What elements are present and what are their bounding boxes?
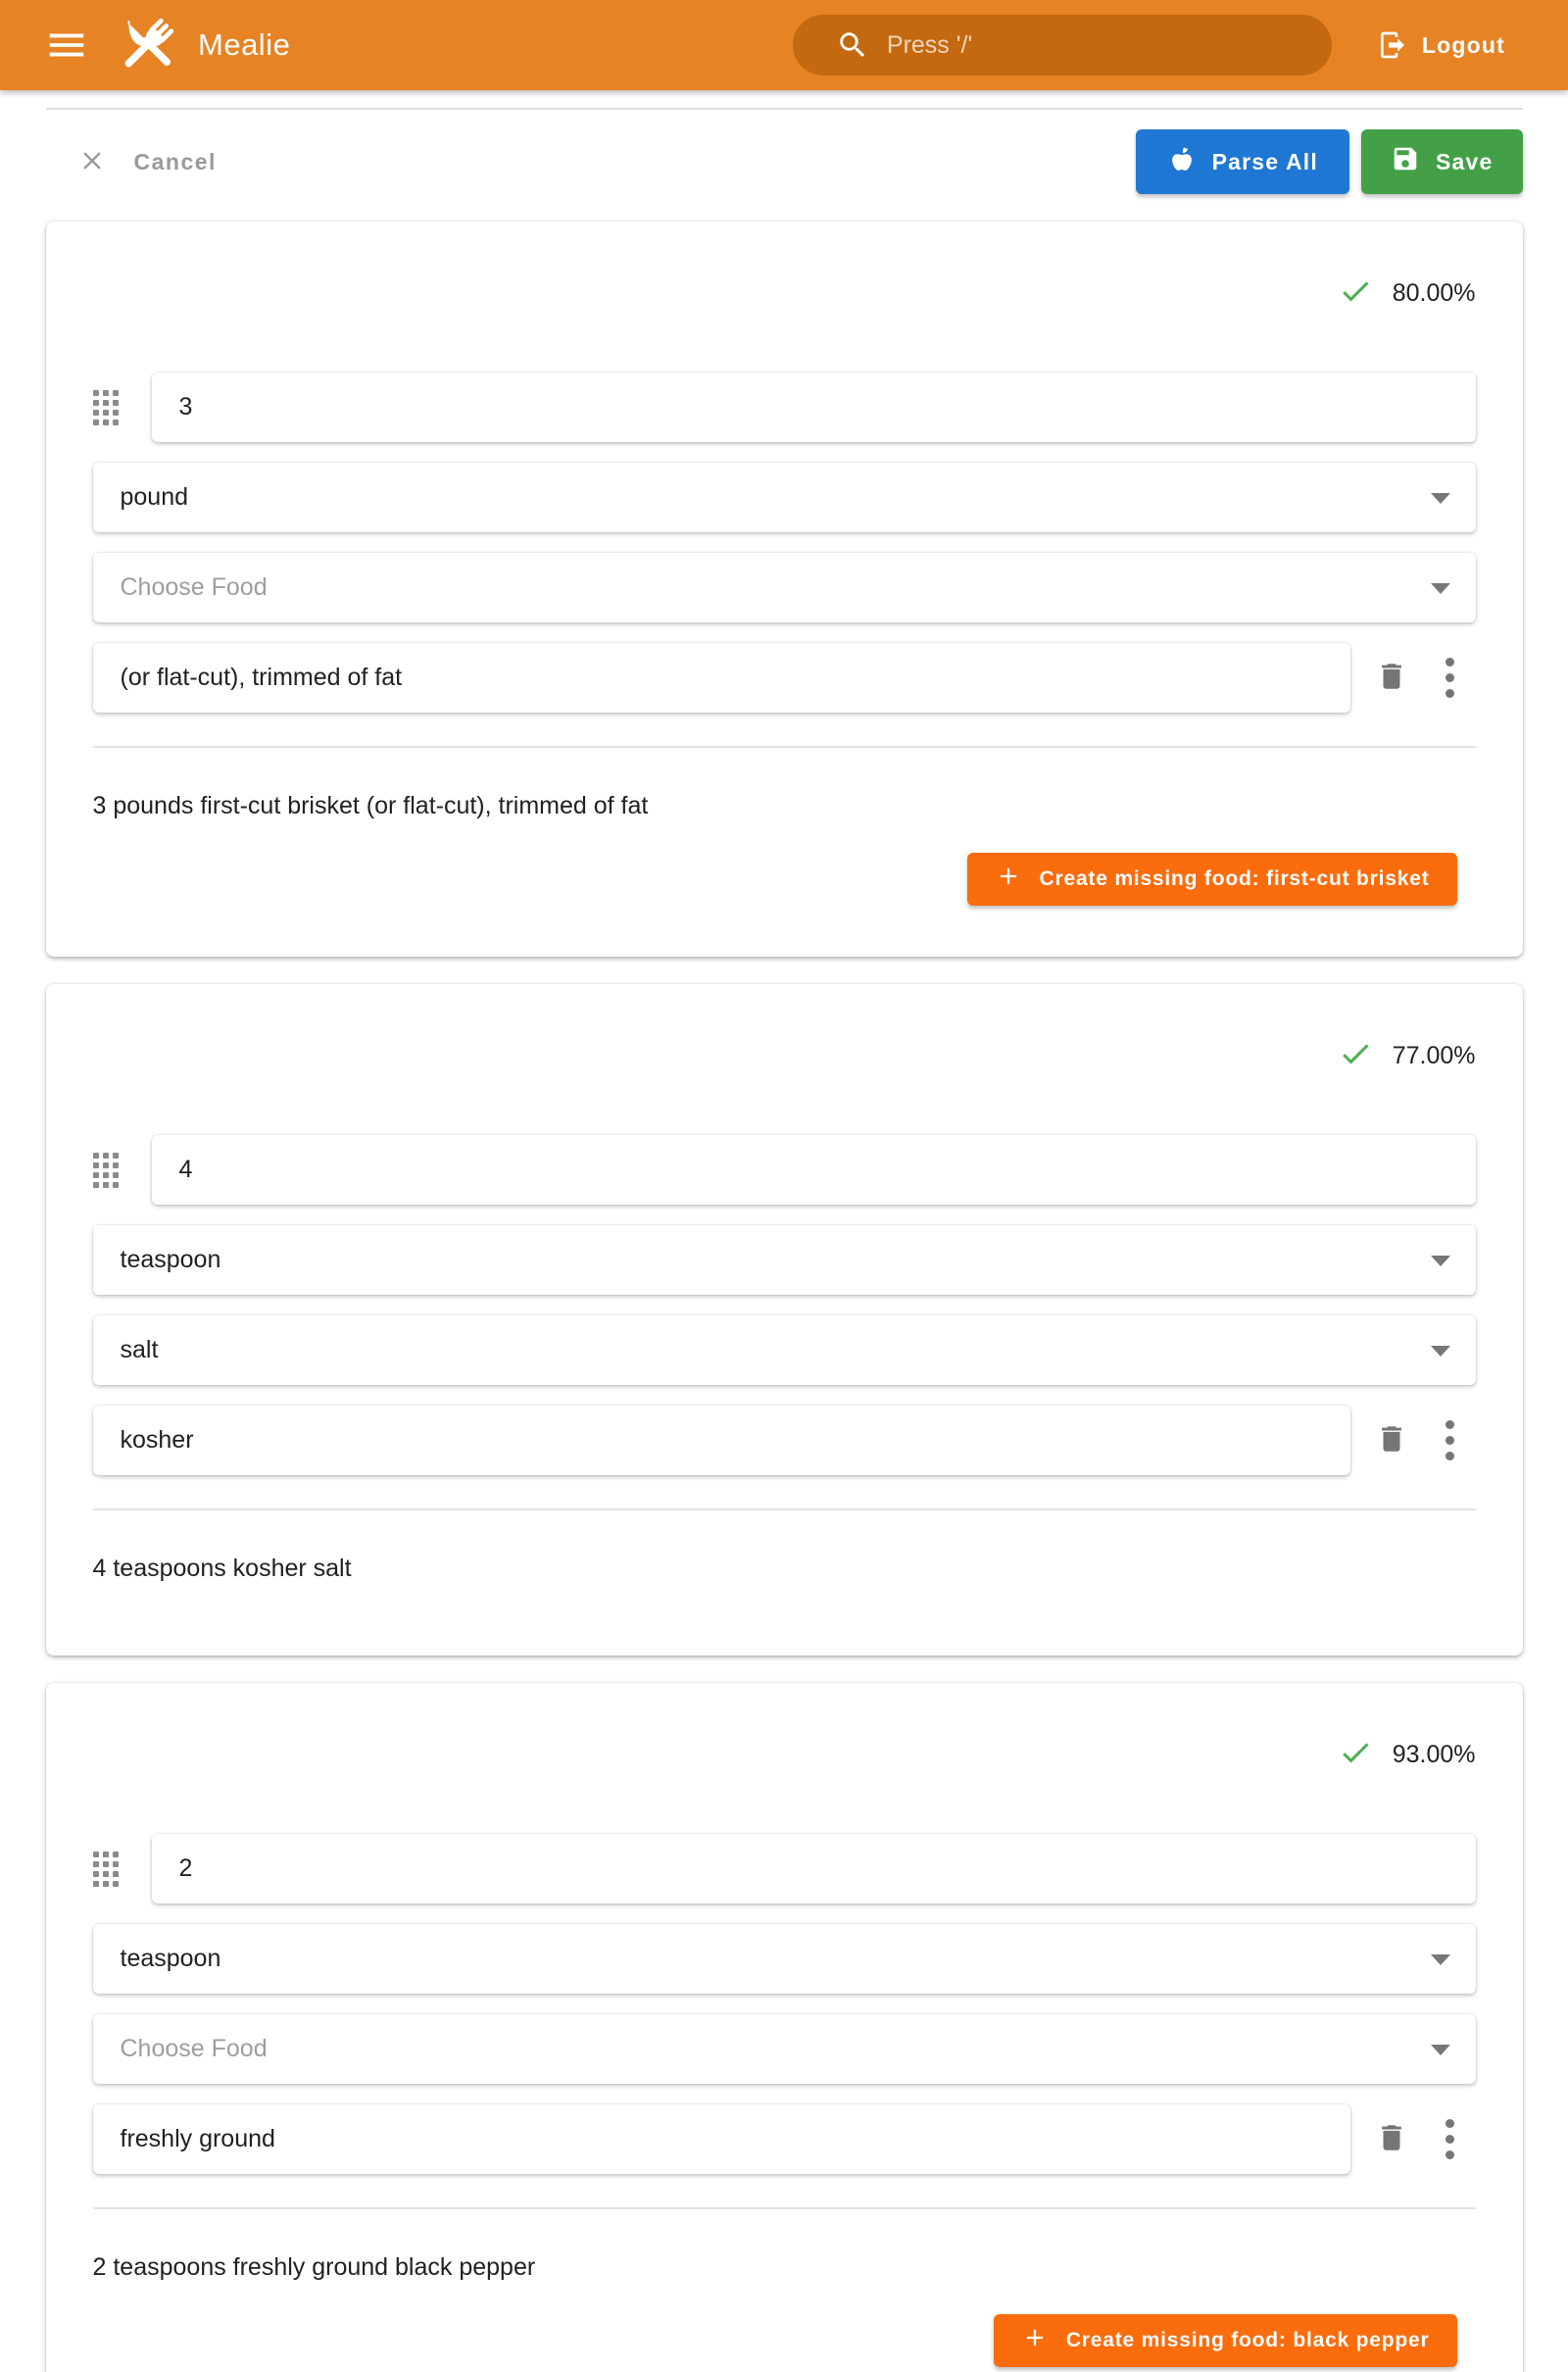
quantity-row — [93, 372, 1476, 442]
drag-handle-icon[interactable] — [93, 1852, 119, 1887]
chevron-down-icon — [1431, 2045, 1450, 2055]
unit-select[interactable] — [93, 463, 1476, 532]
drag-zone — [93, 1153, 152, 1188]
confidence-value: 77.00% — [1392, 1041, 1476, 1069]
more-options-button[interactable] — [1425, 1415, 1476, 1466]
food-row — [93, 553, 1476, 622]
more-options-button[interactable] — [1425, 2114, 1476, 2165]
ingredient-parser-page — [46, 108, 1523, 2372]
create-missing-food-button[interactable] — [994, 2314, 1457, 2367]
chevron-down-icon — [1431, 1346, 1450, 1357]
field-rows — [93, 372, 1476, 713]
card-divider — [93, 746, 1476, 748]
confidence-row — [93, 1039, 1476, 1072]
app-bar — [0, 0, 1568, 90]
more-options-button[interactable] — [1425, 653, 1476, 704]
kebab-menu-icon — [1446, 655, 1454, 702]
quantity-input[interactable] — [152, 372, 1476, 442]
drag-handle-icon[interactable] — [93, 1153, 119, 1188]
card-divider — [93, 1508, 1476, 1510]
food-row — [93, 1315, 1476, 1385]
food-placeholder: Choose Food — [120, 573, 268, 601]
apple-icon — [1167, 144, 1197, 179]
save-button[interactable] — [1361, 129, 1523, 194]
delete-button[interactable] — [1366, 2114, 1417, 2165]
hamburger-menu-button[interactable] — [43, 22, 90, 69]
notes-input[interactable] — [93, 643, 1350, 713]
chevron-down-icon — [1431, 1954, 1450, 1965]
parse-all-label: Parse All — [1211, 148, 1318, 174]
confidence-value: 93.00% — [1392, 1740, 1476, 1768]
check-icon — [1338, 1036, 1373, 1076]
create-missing-food-label: Create missing food: black pepper — [1065, 2329, 1430, 2351]
unit-row — [93, 1924, 1476, 1994]
app-title: Mealie — [198, 27, 291, 62]
quantity-row — [93, 1135, 1476, 1205]
kebab-menu-icon — [1446, 2116, 1454, 2163]
notes-row — [93, 643, 1476, 713]
food-select[interactable] — [93, 2014, 1476, 2084]
unit-value: teaspoon — [120, 1945, 221, 1972]
plus-icon — [1021, 2324, 1049, 2357]
original-ingredient-text: 4 teaspoons kosher salt — [92, 1555, 352, 1582]
trash-icon — [1375, 1422, 1408, 1458]
notes-input[interactable] — [93, 1406, 1350, 1475]
quantity-input[interactable] — [152, 1834, 1476, 1903]
confidence-value: 80.00% — [1392, 278, 1476, 307]
ingredient-card — [46, 222, 1523, 957]
save-icon — [1391, 144, 1420, 179]
food-row — [93, 2014, 1476, 2084]
confidence-row — [93, 1738, 1476, 1771]
check-icon — [1338, 1735, 1373, 1775]
unit-row — [93, 1225, 1476, 1295]
unit-value: teaspoon — [120, 1246, 221, 1273]
unit-select[interactable] — [93, 1924, 1476, 1994]
unit-select[interactable] — [93, 1225, 1476, 1295]
quantity-input[interactable] — [152, 1135, 1476, 1205]
hamburger-icon — [44, 23, 89, 68]
confidence-row — [93, 276, 1476, 310]
action-row — [46, 129, 1523, 194]
mealie-logo-icon — [114, 12, 180, 78]
original-ingredient-text: 2 teaspoons freshly ground black pepper — [92, 2253, 536, 2281]
field-rows — [93, 1135, 1476, 1475]
unit-value: pound — [120, 483, 189, 511]
create-missing-food-button[interactable] — [967, 853, 1457, 906]
search-placeholder: Press '/' — [886, 30, 973, 59]
page-divider — [46, 108, 1523, 110]
food-select[interactable] — [93, 553, 1476, 622]
ingredient-card — [46, 1683, 1523, 2372]
food-value: salt — [120, 1336, 159, 1363]
ingredient-card — [46, 984, 1523, 1655]
trash-icon — [1375, 660, 1408, 696]
search-icon — [836, 28, 869, 62]
food-select[interactable] — [93, 1315, 1476, 1385]
create-missing-food-label: Create missing food: first-cut brisket — [1039, 867, 1430, 890]
notes-row — [93, 1406, 1476, 1475]
food-placeholder: Choose Food — [120, 2035, 268, 2062]
logout-label: Logout — [1421, 31, 1505, 58]
unit-row — [93, 463, 1476, 532]
drag-zone — [93, 1852, 152, 1887]
delete-button[interactable] — [1366, 1415, 1417, 1466]
notes-row — [93, 2104, 1476, 2174]
trash-icon — [1375, 2121, 1408, 2157]
original-ingredient-text: 3 pounds first-cut brisket (or flat-cut), trimmed of fat — [92, 792, 649, 819]
chevron-down-icon — [1431, 583, 1450, 594]
save-label: Save — [1435, 148, 1494, 174]
check-icon — [1338, 273, 1373, 314]
drag-handle-icon[interactable] — [93, 390, 119, 425]
notes-input[interactable] — [93, 2104, 1350, 2174]
cancel-button[interactable] — [46, 146, 217, 178]
quantity-row — [93, 1834, 1476, 1903]
chevron-down-icon — [1431, 493, 1450, 504]
parse-all-button[interactable] — [1136, 129, 1349, 194]
search-input[interactable] — [793, 15, 1332, 75]
plus-icon — [995, 863, 1022, 896]
field-rows — [93, 1834, 1476, 2174]
logout-icon — [1377, 29, 1408, 61]
logout-button[interactable] — [1377, 29, 1505, 61]
delete-button[interactable] — [1366, 653, 1417, 704]
kebab-menu-icon — [1446, 1417, 1454, 1464]
drag-zone — [93, 390, 152, 425]
cancel-label: Cancel — [133, 148, 217, 174]
chevron-down-icon — [1431, 1256, 1450, 1266]
close-icon — [77, 146, 107, 178]
card-divider — [93, 2207, 1476, 2209]
